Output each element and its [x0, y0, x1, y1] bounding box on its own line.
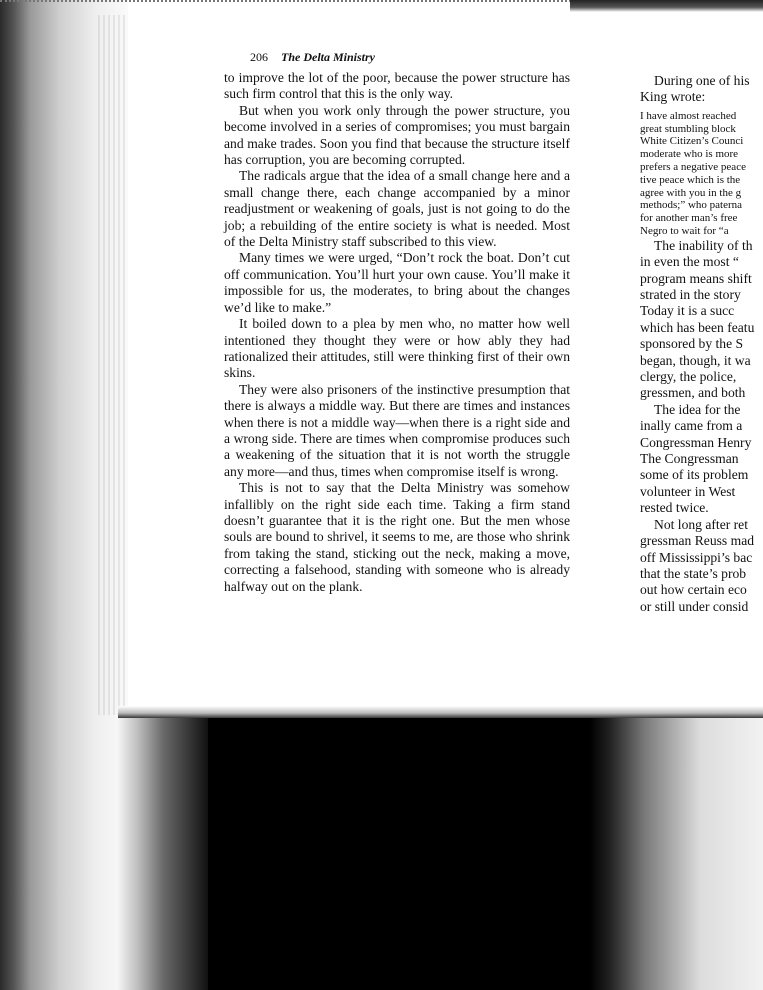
- right-page-line: began, though, it wa: [640, 352, 751, 368]
- paragraph: to improve the lot of the poor, because the power structure has such firm control that this is the only way.: [224, 70, 570, 102]
- right-page-line: Congressman Henry: [640, 434, 752, 450]
- paragraph: The radicals argue that the idea of a small change here and a small change there, each change accompanied by a minor readjustment or weakening of goals, just is not going to do the job; a rebuilding of the entire society is what is needed. Most of the Delta Ministry staff subscribed to this view.: [224, 168, 570, 250]
- book-spine-shadow-left: [118, 718, 208, 990]
- right-page-line: I have almost reached: [640, 109, 737, 122]
- right-page-line: White Citizen’s Counci: [640, 135, 744, 148]
- running-title: The Delta Ministry: [281, 50, 376, 64]
- right-page-top-edge: [570, 0, 763, 12]
- right-page-text: [640, 73, 763, 615]
- right-page-line: some of its problem: [640, 467, 749, 483]
- left-page-text: [224, 70, 570, 595]
- right-page-line: King wrote:: [640, 89, 706, 105]
- right-page-line: which has been featu: [640, 319, 755, 335]
- right-page-line: agree with you in the g: [640, 186, 742, 199]
- right-page-line: The idea for the: [654, 401, 741, 417]
- right-page-line: tive peace which is the: [640, 173, 741, 186]
- right-page-line: clergy, the police,: [640, 369, 737, 385]
- page-stack-edge: [95, 15, 125, 715]
- right-page-line: for another man’s free: [640, 212, 738, 225]
- page-number: 206: [250, 50, 268, 64]
- right-page-line: The inability of th: [654, 237, 753, 253]
- paragraph: But when you work only through the power structure, you become involved in a series of compromises; you must bargain and make trades. Soon you find that because the structure itself has corruption, you are becoming corrupted.: [224, 102, 570, 168]
- paragraph: Many times we were urged, “Don’t rock the boat. Don’t cut off communication. You’ll hurt your own cause. You’ll make it impossible for us, the moderates, to bring about the changes we’d like to make.”: [224, 250, 570, 315]
- right-page-line: methods;” who paterna: [640, 199, 743, 212]
- right-page-line: During one of his: [654, 73, 750, 88]
- right-page-line: sponsored by the S: [640, 336, 744, 352]
- right-page-line: volunteer in West: [640, 483, 736, 499]
- right-page-line: off Mississippi’s bac: [640, 549, 753, 565]
- right-page-line: The Congressman: [640, 451, 739, 467]
- paragraph: They were also prisoners of the instinctive presumption that there is always a middle way. But there are times and instances when there is not a middle way—when there is a right side and a wrong side. There are times when compromise produces such a weakening of the situation that it is not worth the struggle any more—and thus, times when compromise itself is wrong.: [224, 381, 570, 479]
- right-page-line: Negro to wait for “a: [640, 224, 729, 237]
- right-page-line: program means shift: [640, 270, 752, 286]
- right-page-line: gressman Reuss mad: [640, 533, 755, 549]
- paragraph: This is not to say that the Delta Ministry was somehow infallibly on the right side each time. Taking a firm stand doesn’t guarantee that it is the right one. But the men whose souls are bound to shrivel, it seems to me, are those who shrink from taking the stand, sticking out the neck, making a move, correcting a falsehood, standing with someone who is already halfway out on the plank.: [224, 480, 570, 594]
- right-page-line: inally came from a: [640, 418, 743, 434]
- book-spine-shadow-right: [590, 718, 763, 990]
- running-header: [250, 50, 375, 65]
- right-page-line: gressmen, and both: [640, 385, 746, 401]
- paragraph: It boiled down to a plea by men who, no matter how well intentioned they thought they were or how ably they had rationalized their attitudes, still were thinking first of their own skins.: [224, 316, 570, 381]
- right-page-line: moderate who is more: [640, 148, 739, 161]
- right-page-line: rested twice.: [640, 500, 709, 516]
- right-page-line: strated in the story: [640, 287, 741, 302]
- right-page-line: Today it is a succ: [640, 303, 735, 319]
- right-page-line: out how certain eco: [640, 582, 747, 598]
- right-page-line: or still under consid: [640, 598, 749, 614]
- right-page-line: in even the most “: [640, 254, 739, 270]
- right-page-line: that the state’s prob: [640, 565, 747, 581]
- right-page-line: Not long after ret: [654, 516, 748, 532]
- right-page-line: prefers a negative peace: [640, 161, 746, 173]
- right-page-line: great stumbling block: [640, 122, 736, 135]
